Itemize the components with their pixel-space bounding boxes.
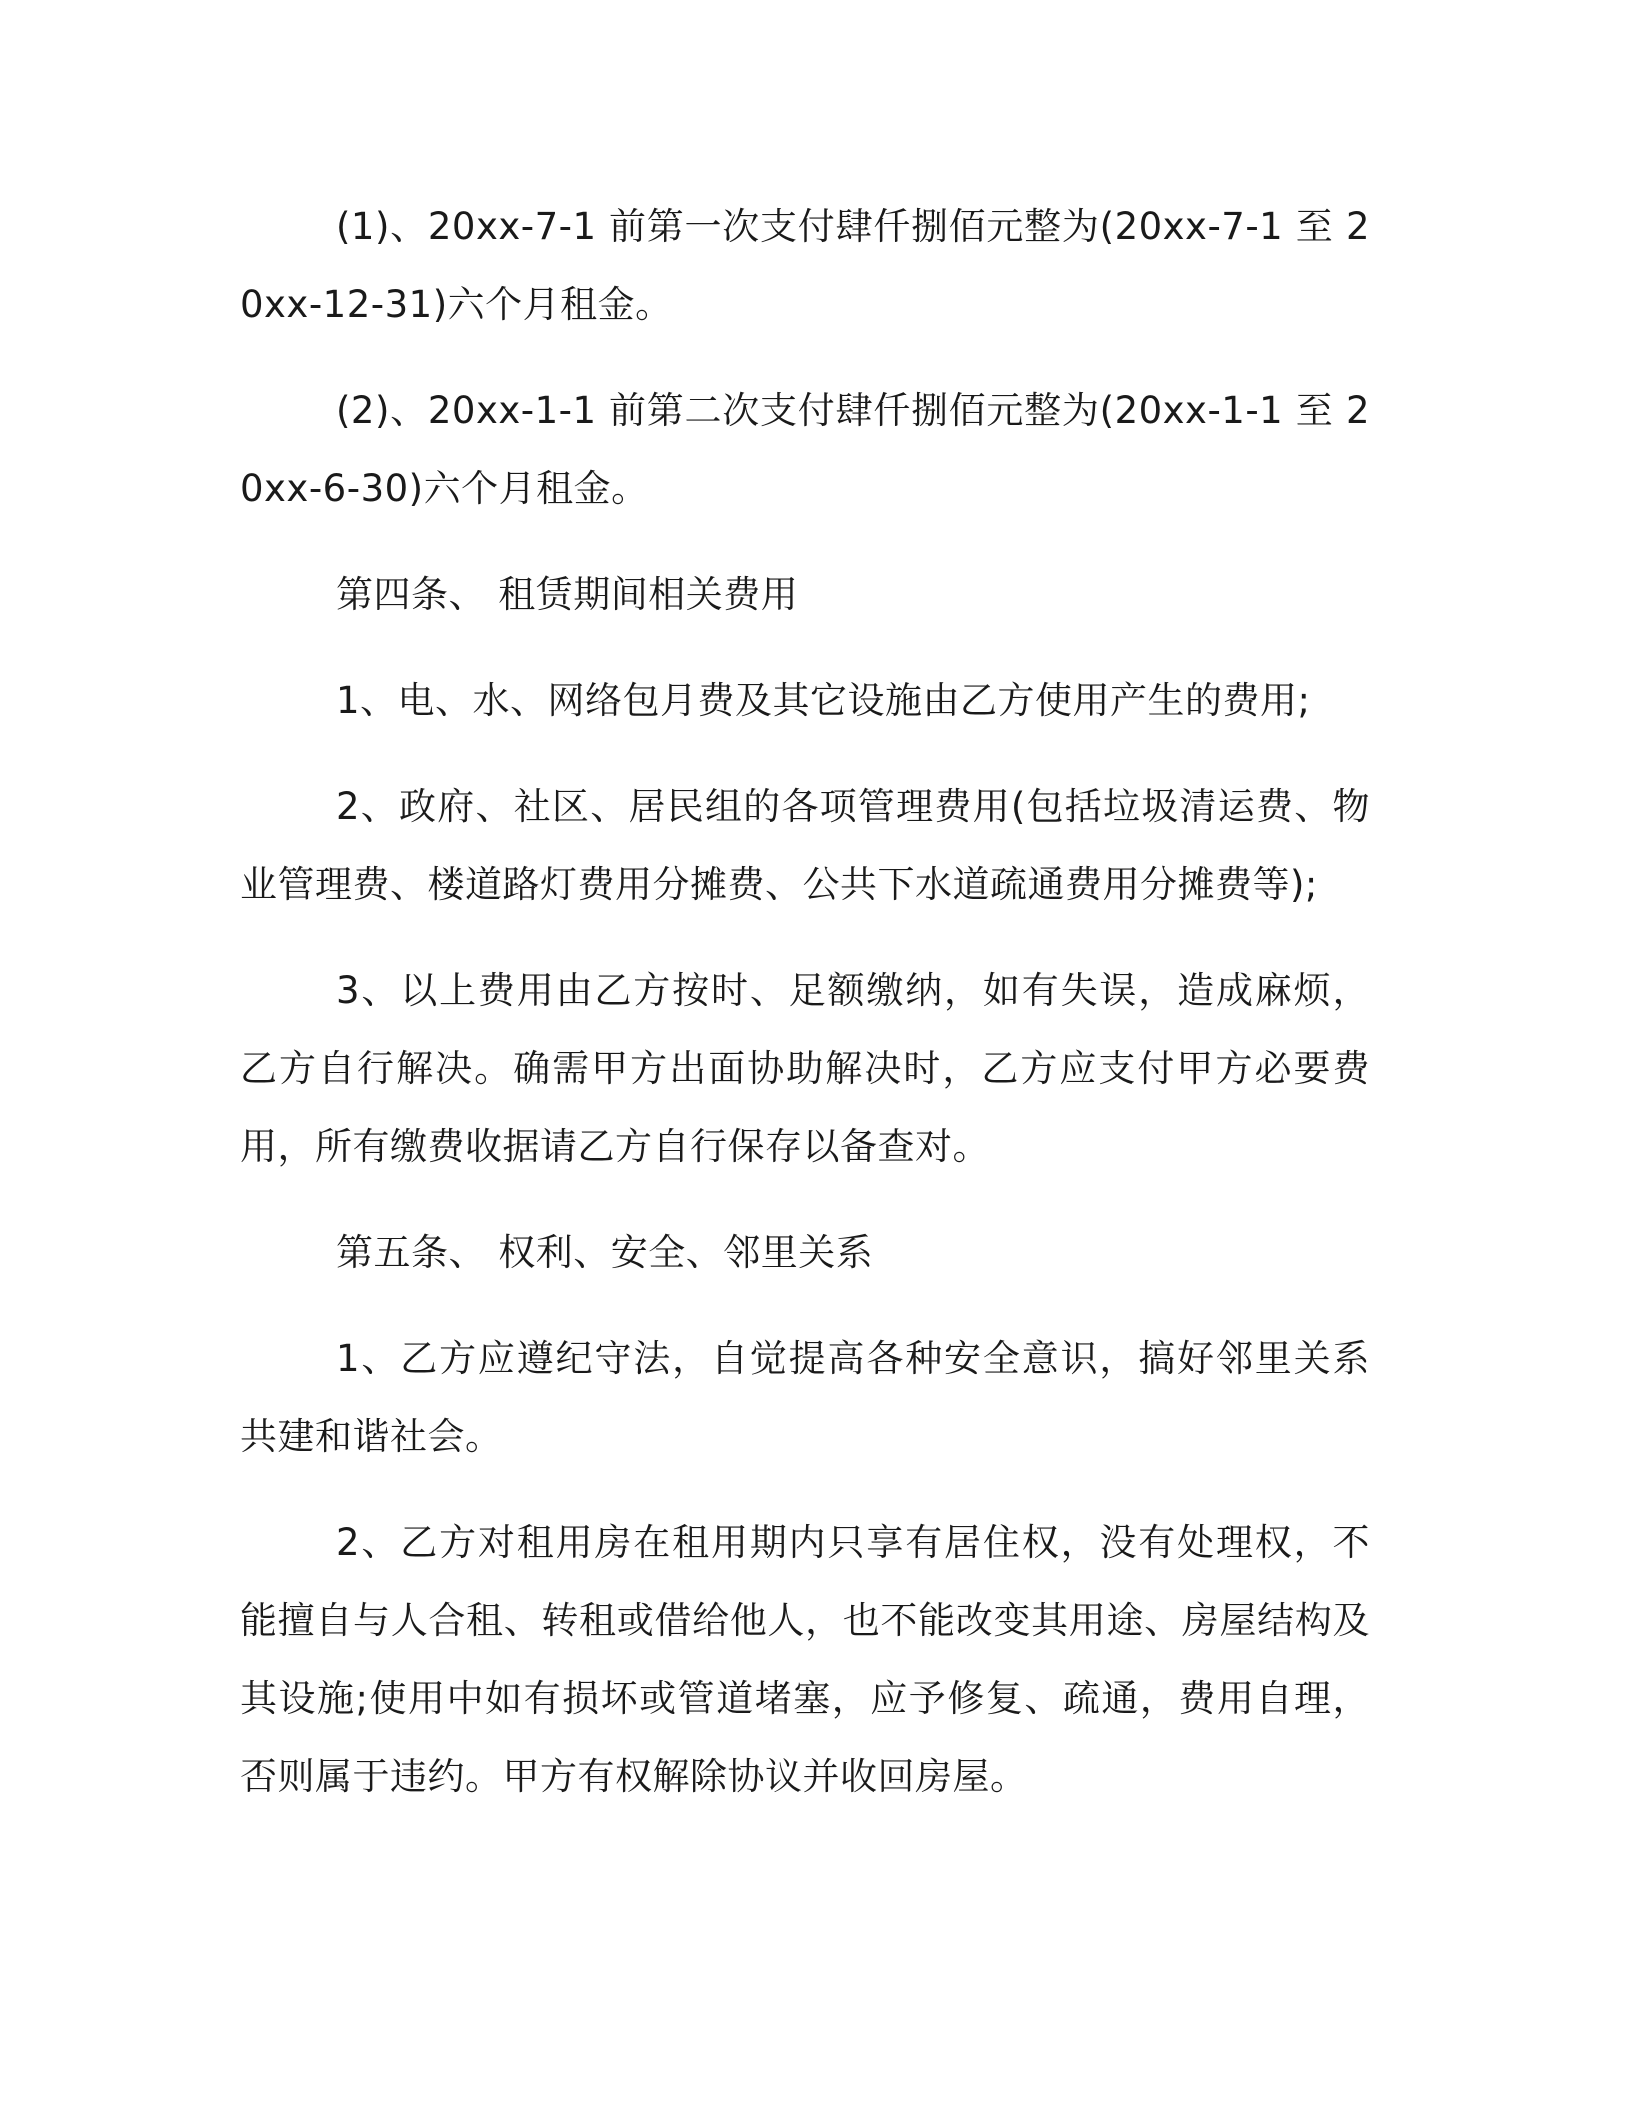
- payment-clause-1: (1)、20xx-7-1 前第一次支付肆仟捌佰元整为(20xx-7-1 至 20xx-12-31)六个月租金。: [240, 205, 1370, 326]
- article-4-heading: 第四条、 租赁期间相关费用: [336, 573, 799, 616]
- document-body: [240, 188, 1370, 1844]
- payment-clause-2: (2)、20xx-1-1 前第二次支付肆仟捌佰元整为(20xx-1-1 至 20xx-6-30)六个月租金。: [240, 389, 1370, 510]
- article-5-heading: 第五条、 权利、安全、邻里关系: [336, 1231, 874, 1274]
- article-4-item-2: 2、政府、社区、居民组的各项管理费用(包括垃圾清运费、物业管理费、楼道路灯费用分摊费、公共下水道疏通费用分摊费等);: [240, 785, 1370, 906]
- article-5-item-2: 2、乙方对租用房在租用期内只享有居住权，没有处理权，不能擅自与人合租、转租或借给他人，也不能改变其用途、房屋结构及其设施;使用中如有损坏或管道堵塞，应予修复、疏通，费用自理，否则属于违约。甲方有权解除协议并收回房屋。: [240, 1521, 1370, 1798]
- article-4-item-3: 3、以上费用由乙方按时、足额缴纳，如有失误，造成麻烦，乙方自行解决。确需甲方出面协助解决时，乙方应支付甲方必要费用，所有缴费收据请乙方自行保存以备查对。: [240, 969, 1370, 1168]
- article-5-item-1: 1、乙方应遵纪守法，自觉提高各种安全意识，搞好邻里关系共建和谐社会。: [240, 1337, 1370, 1458]
- article-4-item-1: 1、电、水、网络包月费及其它设施由乙方使用产生的费用;: [336, 679, 1311, 722]
